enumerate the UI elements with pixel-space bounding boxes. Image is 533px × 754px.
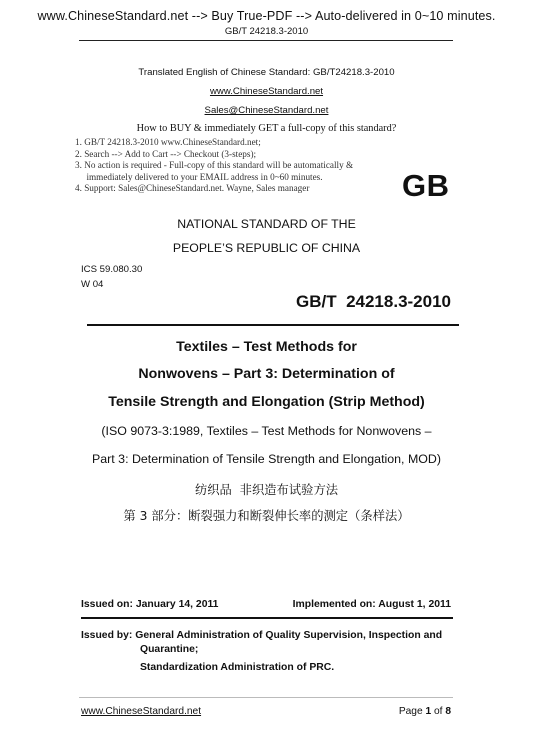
title-line2: Nonwovens – Part 3: Determination of xyxy=(138,366,395,382)
page-total: 8 xyxy=(445,706,451,717)
national-standard-line2: PEOPLE’S REPUBLIC OF CHINA xyxy=(172,241,361,255)
howto-step: 2. Search --> Add to Cart --> Checkout (3-steps); xyxy=(75,148,257,159)
national-standard-line1: NATIONAL STANDARD OF THE xyxy=(177,217,356,231)
website-link[interactable]: www.ChineseStandard.net xyxy=(209,86,324,97)
w-code: W 04 xyxy=(81,279,104,290)
howto-title: How to BUY & immediately GET a full-copy of this standard? xyxy=(136,123,397,134)
ics-code: ICS 59.080.30 xyxy=(81,264,143,275)
header-banner: www.ChineseStandard.net --> Buy True-PDF --> Auto-delivered in 0~10 minutes. xyxy=(37,9,496,23)
footer-divider xyxy=(79,697,453,698)
issued-by-line2: Quarantine; xyxy=(140,644,199,655)
implemented-date: Implemented on: August 1, 2011 xyxy=(292,599,451,610)
gb-logo: GB xyxy=(402,168,450,203)
translation-note: Translated English of Chinese Standard: GB/T24218.3-2010 xyxy=(138,67,395,78)
howto-step: 3. No action is required - Full-copy of this standard will be automatically & xyxy=(75,160,354,171)
page-number xyxy=(399,706,451,717)
title-rule xyxy=(87,324,459,326)
footer-website-link[interactable]: www.ChineseStandard.net xyxy=(81,706,202,717)
howto-step: 1. GB/T 24218.3-2010 www.ChineseStandard.net; xyxy=(75,137,261,147)
standard-number: GB/T 24218.3-2010 xyxy=(296,292,451,311)
chinese-title-line2: 第 3 部分：断裂强力和断裂伸长率的测定（条样法） xyxy=(123,509,410,523)
email-link[interactable]: Sales@ChineseStandard.net xyxy=(204,105,329,116)
dates-rule xyxy=(81,617,453,619)
header-divider xyxy=(79,40,453,41)
header-standard-code: GB/T 24218.3-2010 xyxy=(224,26,309,37)
iso-reference-line1: (ISO 9073-3:1989, Textiles – Test Methods for Nonwovens – xyxy=(101,424,432,438)
page-label: Page xyxy=(398,706,423,717)
chinese-title-line1: 纺织品 非织造布试验方法 xyxy=(194,483,339,497)
title-line1: Textiles – Test Methods for xyxy=(176,339,357,355)
issued-by-line3: Standardization Administration of PRC. xyxy=(140,662,335,673)
page-current: 1 xyxy=(425,706,432,717)
title-line3: Tensile Strength and Elongation (Strip Method) xyxy=(108,394,425,410)
howto-steps xyxy=(75,137,405,195)
page-of-label: of xyxy=(433,706,443,717)
iso-reference-line2: Part 3: Determination of Tensile Strength and Elongation, MOD) xyxy=(92,452,441,466)
howto-step: immediately delivered to your EMAIL address in 0~60 minutes. xyxy=(75,171,323,182)
issued-date: Issued on: January 14, 2011 xyxy=(81,599,219,610)
issued-by-line1: Issued by: General Administration of Quality Supervision, Inspection and xyxy=(81,630,443,641)
howto-step: 4. Support: Sales@ChineseStandard.net. Wayne, Sales manager xyxy=(75,183,310,194)
